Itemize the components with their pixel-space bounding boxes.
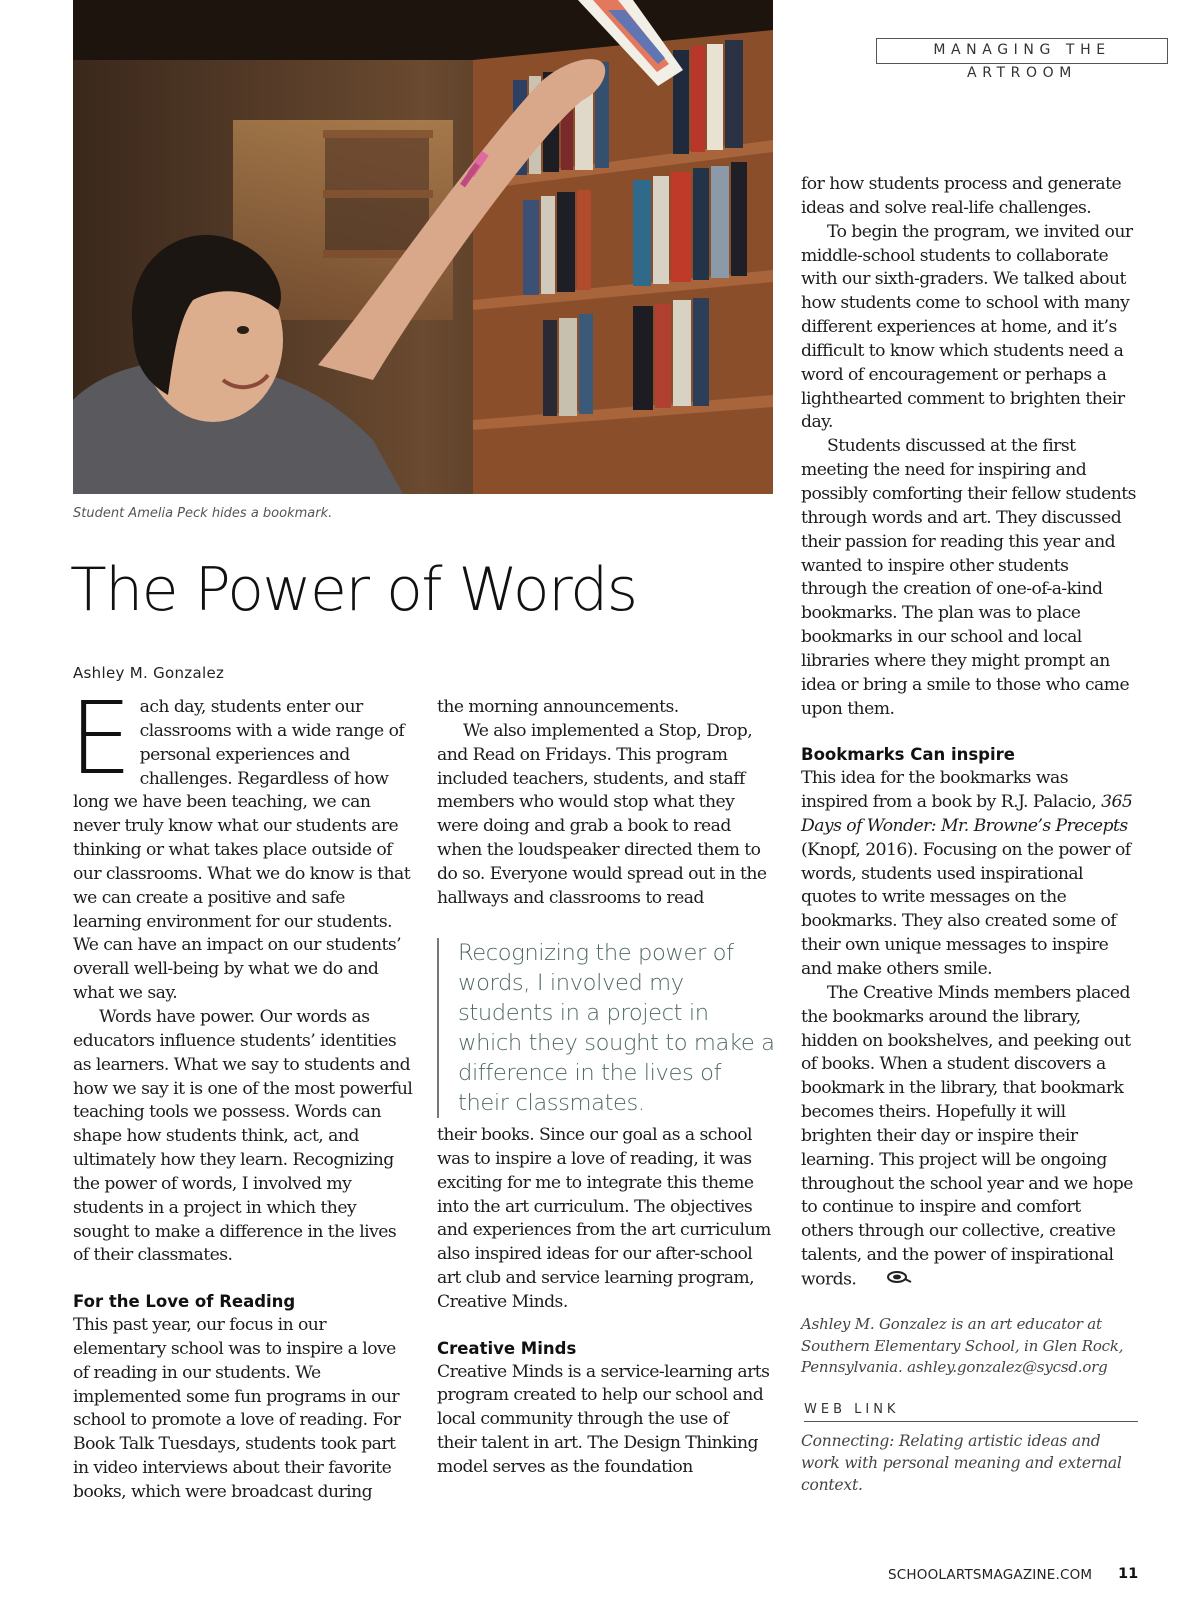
intro-text: ach day, students enter our classrooms with a wide range of personal experiences and challenges. Regardless of how long we have been teaching, we can never truly know what our students are thinking or what takes place outside of our classrooms. What we do know is that we can create a positive and safe learning environment for our students. We can have an impact on our students’ overall well-being by what we do and what we say. bbox=[73, 697, 411, 1004]
body-paragraph: for how students process and generate ideas and solve real-life challenges. bbox=[801, 174, 1122, 218]
body-paragraph: Students discussed at the first meeting the need for inspiring and possibly comforting their fellow students through words and art. They discussed their passion for reading this year and wanted to inspire other students through the creation of one-of-a-kind bookmarks. The plan was to place bookmarks in our school and local libraries where they might prompt an idea or bring a smile to those who came upon them. bbox=[801, 436, 1136, 719]
text-run: This idea for the bookmarks was inspired from a book by R.J. Palacio, bbox=[801, 768, 1102, 813]
body-column-2-bottom bbox=[437, 1124, 772, 1480]
body-paragraph: the morning announcements. bbox=[437, 697, 679, 717]
body-paragraph: We also implemented a Stop, Drop, and Read on Fridays. This program included teachers, students, and staff members who would stop what they were doing and grab a book to read when the loudspeaker directed them to do so. Everyone would spread out in the hallways and classrooms to read bbox=[437, 720, 767, 908]
end-mark-icon bbox=[860, 1268, 912, 1292]
article-photo bbox=[73, 0, 773, 494]
text-run: The Creative Minds members placed the bookmarks around the library, hidden on bookshelves, and peeking out of books. When a student discovers a bookmark in the library, that bookmark becomes theirs. Hopefully it will brighten their day or inspire their learning. This project will be ongoing throughout the school year and we hope to continue to inspire and comfort others through our collective, creative talents, and the power of inspirational words. bbox=[801, 982, 1133, 1290]
intro-paragraph bbox=[69, 680, 413, 1006]
body-paragraph bbox=[801, 767, 1137, 982]
author-bio: Ashley M. Gonzalez is an art educator at Southern Elementary School, in Glen Rock, Pennsylvania. ashley.gonzalez@sycsd.org bbox=[801, 1315, 1124, 1376]
subheading-love-of-reading: For the Love of Reading bbox=[73, 1292, 296, 1312]
body-paragraph: Words have power. Our words as educators influence students’ identities as learners. What we say to students and how we say it is one of the most powerful teaching tools we possess. Words can shape how students think, act, and ultimately how they learn. Recognizing the power of words, I involved my students in a project in which they sought to make a difference in the lives of their classmates. bbox=[73, 1006, 413, 1266]
subheading-bookmarks: Bookmarks Can inspire bbox=[801, 745, 1015, 765]
photo-caption: Student Amelia Peck hides a bookmark. bbox=[73, 506, 333, 521]
pull-quote: Recognizing the power of words, I involved my students in a project in which they sought to make a difference in the lives of their classmates. bbox=[437, 938, 777, 1118]
drop-cap: E bbox=[69, 680, 132, 797]
body-column-2-top bbox=[437, 696, 772, 911]
body-paragraph: Creative Minds is a service-learning arts program created to help our school and local community through the use of their talent in art. The Design Thinking model serves as the foundation bbox=[437, 1361, 770, 1477]
section-tag: MANAGING THE ARTROOM bbox=[876, 38, 1168, 64]
article-author: Ashley M. Gonzalez bbox=[73, 664, 225, 682]
library-photo-illustration bbox=[73, 0, 773, 494]
body-paragraph: To begin the program, we invited our middle-school students to collaborate with our sixth-graders. We talked about how students come to school with many different experiences at home, and it’s difficult to know which students need a word of encouragement or perhaps a lighthearted comment to brighten their day. bbox=[801, 221, 1133, 433]
body-column-1 bbox=[69, 680, 413, 1505]
subheading-creative-minds: Creative Minds bbox=[437, 1338, 577, 1358]
web-link-label: WEB LINK bbox=[804, 1402, 1138, 1422]
footer-website: SCHOOLARTSMAGAZINE.COM bbox=[888, 1567, 1093, 1583]
page-number: 11 bbox=[1118, 1566, 1139, 1582]
body-paragraph: This past year, our focus in our elementary school was to inspire a love of reading in our students. We implemented some fun programs in our school to promote a love of reading. For Book Talk Tuesdays, students took part in video interviews about their favorite books, which were broadcast during bbox=[73, 1315, 401, 1502]
text-run: (Knopf, 2016). Focusing on the power of words, students used inspirational quotes to write messages on the bookmarks. They also created some of their own unique messages to inspire and make others smile. bbox=[801, 839, 1131, 979]
body-column-3 bbox=[801, 173, 1137, 1292]
article-title: The Power of Words bbox=[70, 555, 637, 625]
body-paragraph: their books. Since our goal as a school was to inspire a love of reading, it was exciting for me to integrate this theme into the art curriculum. The objectives and experiences from the art curriculum also inspired ideas for our after-school art club and service learning program, Creative Minds. bbox=[437, 1125, 771, 1312]
body-paragraph bbox=[801, 982, 1137, 1292]
book-title: 365 Days of Wonder: Mr. Browne’s Precepts bbox=[801, 792, 1133, 836]
web-link-text: Connecting: Relating artistic ideas and work with personal meaning and external context. bbox=[801, 1432, 1122, 1494]
